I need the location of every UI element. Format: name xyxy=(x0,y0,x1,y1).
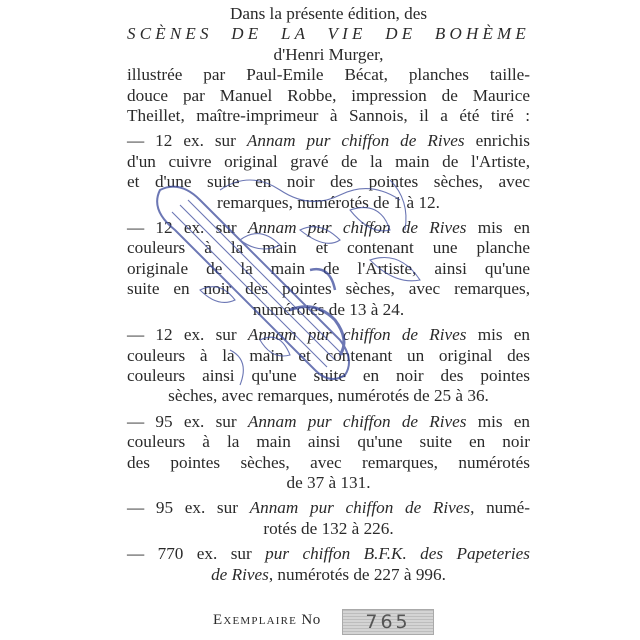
entry-line: — 770 ex. sur pur chiffon B.F.K. des Papeteries xyxy=(127,544,530,564)
entry-line: — 95 ex. sur Annam pur chiffon de Rives, numé- xyxy=(127,498,530,518)
entry-line: couleurs ainsi qu'une suite en noir des pointes xyxy=(127,365,530,385)
number-sign: No xyxy=(301,612,321,628)
colophon-page xyxy=(127,4,530,585)
entry-line: — 12 ex. sur Annam pur chiffon de Rives enrichis xyxy=(127,131,530,151)
entry-line: couleurs à la main et contenant un original des xyxy=(127,345,530,365)
credits-line: illustrée par Paul-Emile Bécat, planches taille- xyxy=(127,65,530,85)
entry-line: — 12 ex. sur Annam pur chiffon de Rives mis en xyxy=(127,218,531,238)
copy-number-stamp: 765 xyxy=(342,609,434,635)
exemplaire-label: Exemplaire xyxy=(213,612,298,628)
entry-line: — 95 ex. sur Annam pur chiffon de Rives mis en xyxy=(127,411,531,431)
credits-line: douce par Manuel Robbe, impression de Maurice xyxy=(127,85,530,105)
credits-line: Theillet, maître-imprimeur à Sannois, il a été tiré : xyxy=(127,106,530,126)
entry-line: d'un cuivre original gravé de la main de l'Artiste, xyxy=(127,151,530,171)
entry-line: — 12 ex. sur Annam pur chiffon de Rives mis en xyxy=(127,325,531,345)
entry-line: couleurs à la main et contenant une planche xyxy=(127,238,530,258)
entry-line: des pointes sèches, avec remarques, numérotés xyxy=(127,452,530,472)
edition-entries xyxy=(127,126,530,585)
entry-line: suite en noir des pointes sèches, avec remarques, xyxy=(127,279,530,299)
entry-numbering: de 37 à 131. xyxy=(286,472,371,492)
entry-line: originale de la main de l'Artiste, ainsi qu'une xyxy=(127,258,530,278)
entry-numbering: de Rives, numérotés de 227 à 996. xyxy=(211,564,446,584)
entry-numbering: numérotés de 13 à 24. xyxy=(252,299,405,319)
copy-number-line xyxy=(213,612,321,629)
entry-numbering: remarques, numérotés de 1 à 12. xyxy=(217,192,440,212)
entry-line: et d'une suite en noir des pointes sèches, avec xyxy=(127,172,530,192)
book-title: SCÈNES DE LA VIE DE BOHÈME xyxy=(127,24,530,44)
author-line: d'Henri Murger, xyxy=(273,44,384,64)
intro-line: Dans la présente édition, des xyxy=(229,4,428,23)
entry-numbering: rotés de 132 à 226. xyxy=(263,518,394,538)
entry-numbering: sèches, avec remarques, numérotés de 25 à 36. xyxy=(168,386,489,406)
entry-line: couleurs à la main ainsi qu'une suite en noir xyxy=(127,432,530,452)
